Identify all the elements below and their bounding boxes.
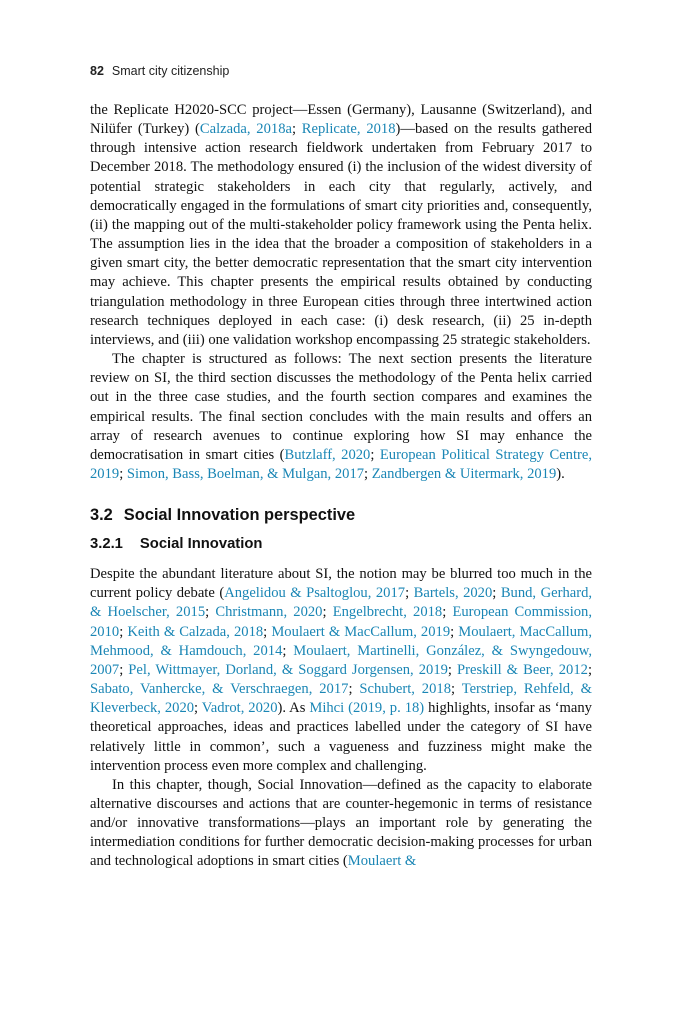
running-title: Smart city citizenship [111,64,230,78]
citation-link[interactable]: Vadrot, 2020 [201,700,278,717]
text-run: highlights, insofar as ‘many theoretical approaches, ideas and practices labelled under the category of SI have relatively little in common’, such a vagueness and fuzziness might make the intervention process even more complex and challenging. [90,700,592,774]
citation-link[interactable]: Simon, Bass, Boelman, & Mulgan, 2017 [126,465,365,482]
citation-link[interactable]: Moulaert & MacCallum, 2019 [271,623,451,640]
text-run: ; [364,465,372,482]
text-run: ; [322,604,333,621]
text-run: ; [587,661,592,678]
citation-link[interactable]: Angelidou & Psaltoglou, 2017 [224,585,406,602]
text-run: )—based on the results gathered through intensive action research fieldwork undertaken from February 2017 to December 2018. The methodology ensured (i) the inclusion of the widest diversity of potential strategic stakeholders in each city that regularly, actively, and democratically engaged in the formulations of smart city priorities and, consequently, (ii) the mapping out of the multi-stakeholder policy framework using the Penta helix. The assumption lies in the idea that the broader a composition of stakeholders in a given smart city, the better democratic representation that the smart city intervention may achieve. This chapter presents the empirical results obtained by conducting triangulation methodology in three European cities through three intertwined action research techniques deployed in each case: (i) desk research, (ii) 25 in-depth interviews, and (iii) one validation workshop encompassing 25 strategic stakeholders. [90,121,593,348]
citation-link[interactable]: Sabato, Vanhercke, & Verschraegen, 2017 [90,681,349,698]
citation-link[interactable]: Schubert, 2018 [359,681,451,698]
text-run: the Replicate H2020-SCC project—Essen (Germany), Lausanne (Switzerland), and Nilüfer (Turkey) ( [90,102,592,138]
text-run: ; [119,623,128,640]
paragraph-1 [90,101,592,350]
subsection-title: Social Innovation [139,536,263,553]
citation-link[interactable]: Pel, Wittmayer, Dorland, & Soggard Jorgensen, 2019 [128,661,448,678]
text-run: ; [205,604,216,621]
text-run: ; [119,661,129,678]
citation-link[interactable]: Moulaert, MacCallum, Mehmood, & Hamdouch, 2014 [90,623,593,659]
text-run: In this chapter, though, Social Innovation—defined as the capacity to elaborate alternative discourses and actions that are counter-hegemonic in terms of resistance and/or innovative transformations—plays an important role by generating the intermediation conditions for further democratic decision-making processes for urban and technological adoptions in smart cities ( [90,776,592,870]
page-number: 82 [90,64,104,78]
text-run: ; [194,700,202,717]
body-text [90,101,592,872]
text-run: The chapter is structured as follows: The next section presents the literature review on SI, the third section discusses the methodology of the Penta helix carried out in the three case studies, and the fourth section compares and examines the empirical results. The final section concludes with the main results and offers an array of research avenues to continue exploring how SI may enhance the democratisation in smart cities ( [90,351,592,463]
text-run: Despite the abundant literature about SI, the notion may be blurred too much in the current policy debate ( [90,566,592,602]
citation-link[interactable]: Butzlaff, 2020 [284,446,371,463]
citation-link[interactable]: Bund, Gerhard, & Hoelscher, 2015 [90,585,593,621]
text-run: ; [451,681,462,698]
paragraph-2 [90,350,592,484]
citation-link[interactable]: Christmann, 2020 [215,604,323,621]
citation-link[interactable]: Calzada, 2018a [199,121,292,138]
text-run: ). As [277,700,310,717]
subsection-heading [90,534,592,554]
citation-link[interactable]: European Political Strategy Centre, 2019 [90,446,593,482]
text-run: ; [348,681,360,698]
citation-link[interactable]: Keith & Calzada, 2018 [127,623,264,640]
text-run: ; [119,465,127,482]
text-run: ; [405,585,414,602]
citation-link[interactable]: Preskill & Beer, 2012 [457,661,588,678]
citation-link[interactable]: Zandbergen & Uitermark, 2019 [371,465,557,482]
running-header [90,64,229,78]
citation-link[interactable]: European Commission, 2010 [90,604,593,640]
text-run: ; [291,121,302,138]
text-run: ; [447,661,458,678]
text-run: ; [450,623,459,640]
text-run: ; [442,604,453,621]
citation-link[interactable]: Moulaert, Martinelli, González, & Swyngedouw, 2007 [90,642,593,678]
section-heading [90,505,592,525]
citation-link[interactable]: Replicate, 2018 [301,121,396,138]
section-number: 3.2 [90,506,113,525]
paragraph-3 [90,565,592,776]
paragraph-4 [90,776,592,872]
citation-link[interactable]: Mihci (2019, p. 18) [309,700,425,717]
citation-link[interactable]: Terstriep, Rehfeld, & Kleverbeck, 2020 [90,681,592,717]
citation-link[interactable]: Bartels, 2020 [413,585,493,602]
text-run: ; [370,446,380,463]
text-run: ). [556,465,565,482]
text-run: ; [263,623,272,640]
text-run: ; [282,642,294,659]
citation-link[interactable]: Moulaert & [347,853,417,870]
subsection-number: 3.2.1 [90,536,123,553]
text-run: ; [492,585,501,602]
section-title: Social Innovation perspective [123,506,356,525]
citation-link[interactable]: Engelbrecht, 2018 [332,604,443,621]
